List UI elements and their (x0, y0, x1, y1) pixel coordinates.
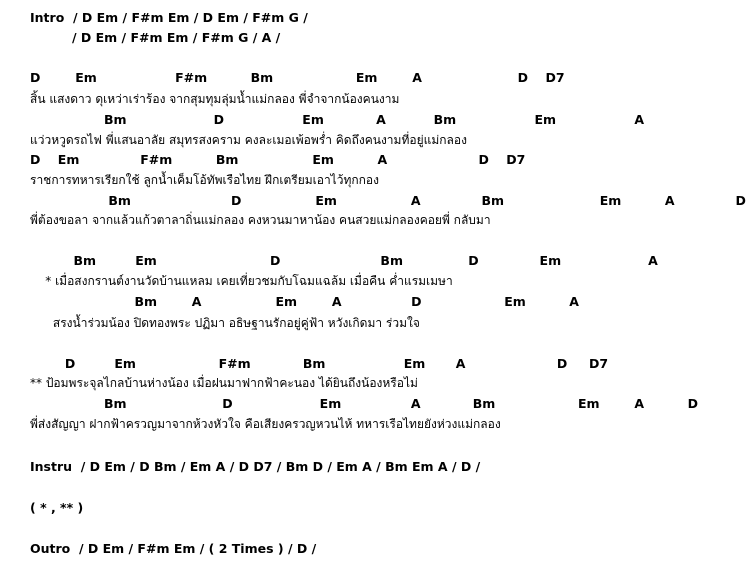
verse1-chords-4: Bm D Em A Bm Em A D (30, 193, 746, 208)
instrumental-line: Instru / D Em / D Bm / Em A / D D7 / Bm D / Em A / Bm Em A / D / (30, 459, 481, 474)
chorus2-chords-1: D Em F#m Bm Em A D D7 (30, 356, 609, 371)
verse1-lyric-3: ราชการทหารเรียกใช้ ลูกน้ำเค็มโอ้ทัพเรือไทย ฝึกเตรียมเอาไว้ทุกกอง (30, 173, 379, 187)
verse1-lyric-4: พี่ต้องขอลา จากแล้วแก้วตาลาถิ่นแม่กลอง คงหวนมาหาน้อง คนสวยแม่กลองคอยพี่ กลับมา (30, 213, 491, 227)
verse1-chords-1: D Em F#m Bm Em A D D7 (30, 70, 565, 85)
verse1-chords-3: D Em F#m Bm Em A D D7 (30, 152, 526, 167)
chorus1-chords-1: Bm Em D Bm D Em A (30, 253, 658, 268)
chorus1-lyric-1: * เมื่อสงกรานต์งานวัดบ้านแหลม เคยเที่ยวชมกับโฉมแฉล้ม เมื่อคืน ค่ำแรมเมษา (30, 274, 453, 288)
verse1-lyric-1: สิ้น แสงดาว ดุเหว่าเร่าร้อง จากสุมทุมลุ่มน้ำแม่กลอง พี่จำจากน้องคนงาม (30, 92, 400, 106)
outro-line: Outro / D Em / F#m Em / ( 2 Times ) / D / (30, 541, 317, 556)
chorus2-lyric-2: พี่ส่งสัญญา ฝากฟ้าครวญมาจากห้วงหัวใจ คือเสียงครวญหวนไห้ ทหารเรือไทยยังห่วงแม่กลอง (30, 417, 501, 431)
repeat-marker: ( * , ** ) (30, 500, 84, 515)
chorus1-lyric-2: สรงน้ำร่วมน้อง ปิดทองพระ ปฏิมา อธิษฐานรักอยู่คู่ฟ้า หวังเกิดมา ร่วมใจ (30, 316, 420, 330)
chorus1-chords-2: Bm A Em A D Em A (30, 294, 579, 309)
verse1-lyric-2: แว่วหวูดรถไฟ พี่แสนอาลัย สมุทรสงคราม คงละเมอเพ้อพร่ำ คิดถึงคนงามที่อยู่แม่กลอง (30, 133, 467, 147)
intro-line-1: Intro / D Em / F#m Em / D Em / F#m G / (30, 10, 308, 25)
chorus2-lyric-1: ** ป้อมพระจุลไกลบ้านห่างน้อง เมื่อฝนมาฟากฟ้าคะนอง ได้ยินถึงน้องหรือไม่ (30, 376, 418, 390)
chorus2-chords-2: Bm D Em A Bm Em A D (30, 396, 698, 411)
intro-line-2: / D Em / F#m Em / F#m G / A / (72, 30, 281, 45)
verse1-chords-2: Bm D Em A Bm Em A (30, 112, 645, 127)
